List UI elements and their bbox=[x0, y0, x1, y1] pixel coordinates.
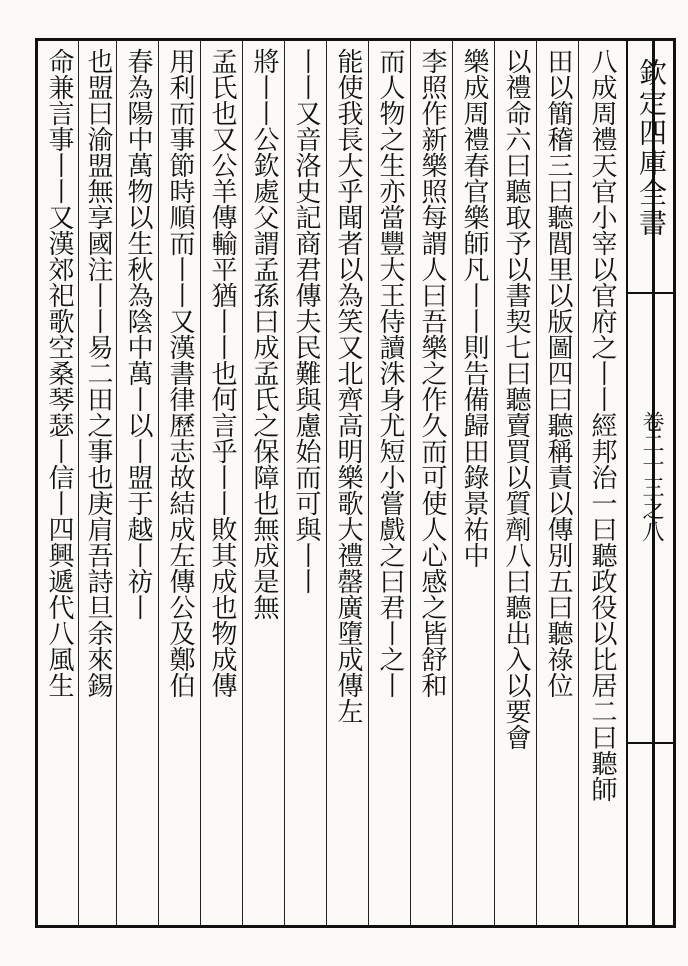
column-divider bbox=[536, 40, 537, 926]
column-divider bbox=[242, 40, 243, 926]
text-column: 丨丨又音洛史記商君傳夫民難與慮始而可與丨丨 bbox=[291, 48, 321, 594]
text-column: 也盟曰渝盟無享國注丨丨易二田之事也庚肩吾詩旦余來錫 bbox=[83, 48, 113, 698]
text-column: 樂成周禮春官樂師凡丨丨則告備歸田錄景祐中 bbox=[459, 48, 489, 568]
column-divider bbox=[200, 40, 201, 926]
text-column: 春為陽中萬物以生秋為陰中萬丨以丨盟于越丨祊丨 bbox=[123, 48, 153, 620]
text-column: 孟氏也又公羊傳輸平猶丨丨也何言乎丨丨敗其成也物成傳 bbox=[207, 48, 237, 698]
column-divider bbox=[326, 40, 327, 926]
text-column: 用利而事節時順而丨丨又漢書律歷志故結成左傳公及鄭伯 bbox=[165, 48, 195, 698]
text-column: 李照作新樂照每謂人曰吾樂之作久而可使人心感之皆舒和 bbox=[417, 48, 447, 698]
column-divider bbox=[410, 40, 411, 926]
volume-label: 卷二十三之八 bbox=[639, 410, 664, 542]
text-column: 八成周禮天官小宰以官府之丨丨經邦治一曰聽政役以比居二曰聽師 bbox=[587, 48, 617, 802]
text-column: 田以簡稽三曰聽閭里以版圖四曰聽稱責以傳別五曰聽祿位 bbox=[543, 48, 573, 698]
column-divider bbox=[494, 40, 495, 926]
column-divider bbox=[452, 40, 453, 926]
column-divider bbox=[578, 40, 579, 926]
text-column: 能使我長大乎聞者以為笑又北齊高明樂歌大禮罄廣墮成傳左 bbox=[333, 48, 363, 724]
column-divider bbox=[78, 40, 79, 926]
text-column: 而人物之生亦當豐大王侍讀洙身尤短小嘗戲之曰君丨之丨 bbox=[375, 48, 405, 698]
column-divider bbox=[284, 40, 285, 926]
column-divider bbox=[116, 40, 117, 926]
text-column: 命兼言事丨丨又漢郊祀歌空桑琴瑟丨信丨四興遞代八風生 bbox=[44, 48, 74, 698]
column-divider bbox=[158, 40, 159, 926]
fore-edge-divider bbox=[626, 742, 676, 744]
text-column: 將丨丨公欽處父謂孟孫曰成孟氏之保障也無成是無 bbox=[249, 48, 279, 620]
book-title: 欽定四庫全書 bbox=[635, 58, 668, 238]
text-column: 以禮命六曰聽取予以書契七曰聽賣買以質劑八曰聽出入以要會 bbox=[501, 48, 531, 750]
column-divider bbox=[368, 40, 369, 926]
